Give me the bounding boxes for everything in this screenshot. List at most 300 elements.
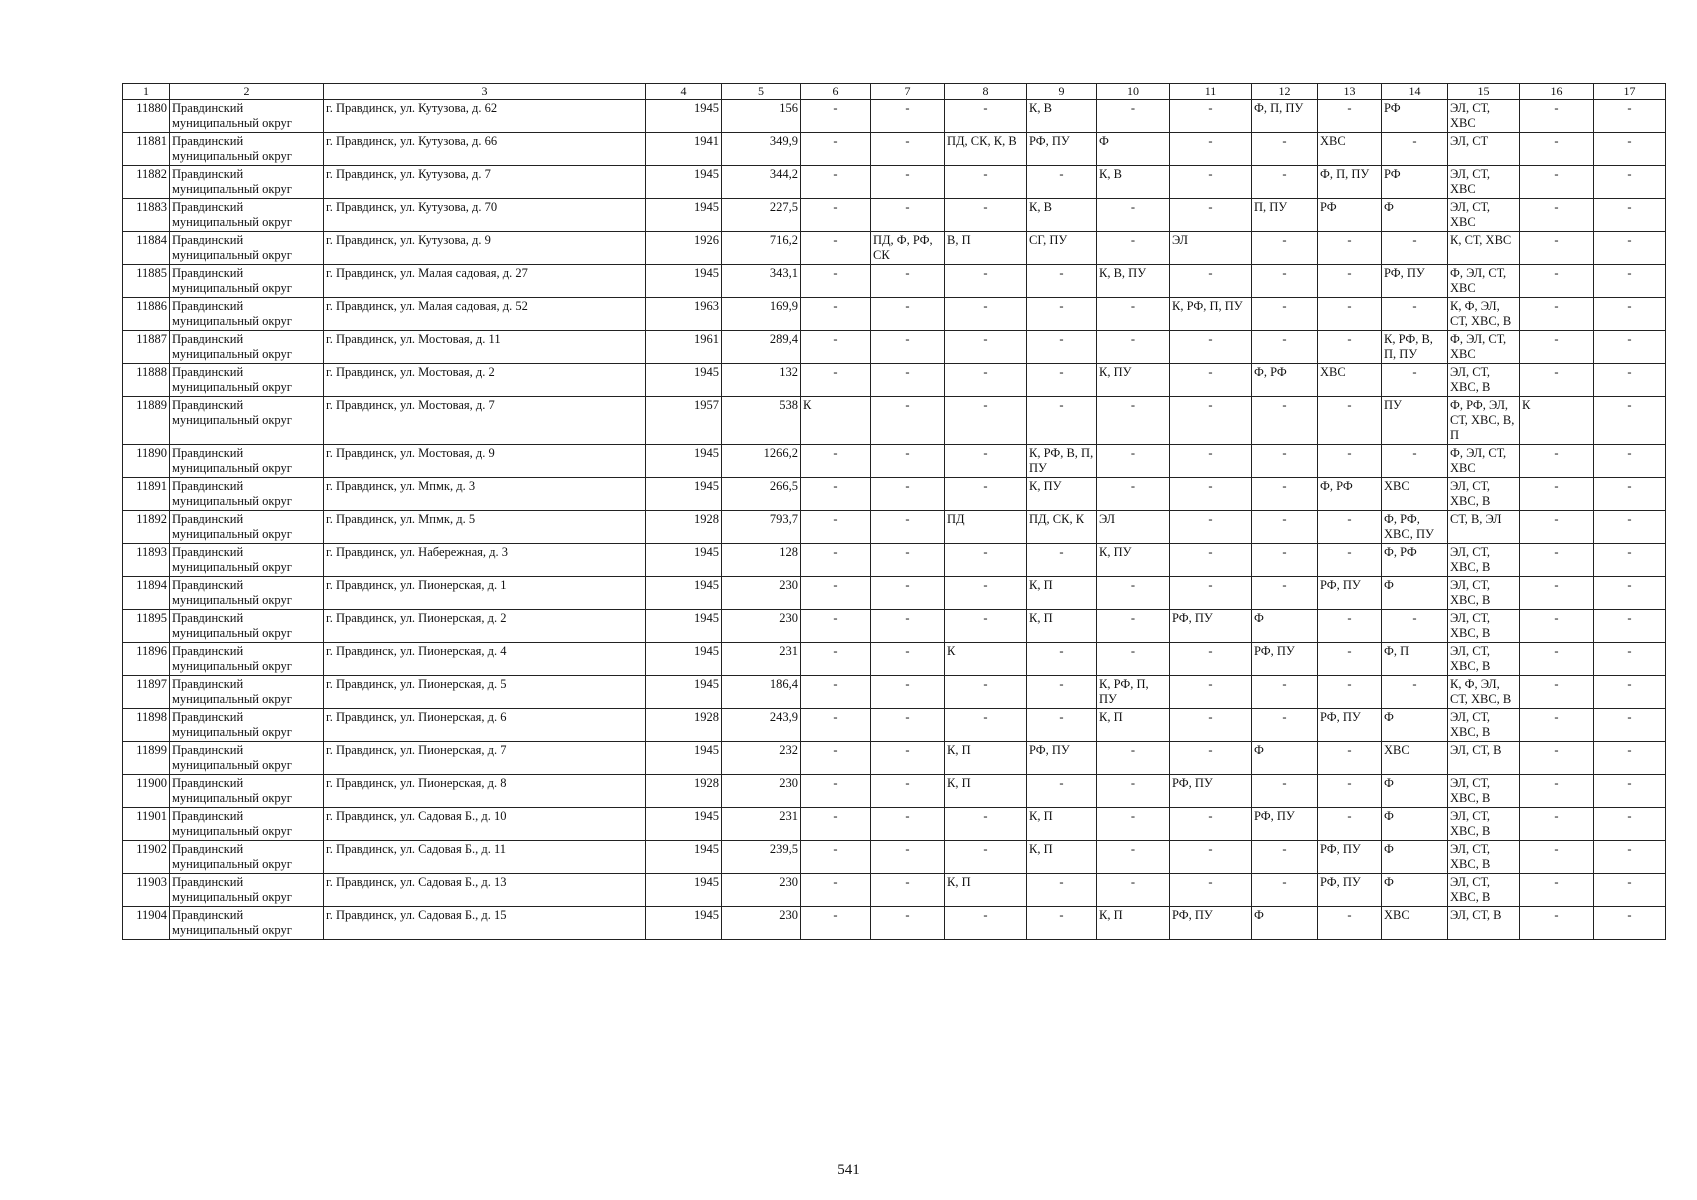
cell-col-11: - bbox=[1170, 166, 1252, 199]
cell-col-3: г. Правдинск, ул. Кутузова, д. 70 bbox=[324, 199, 646, 232]
cell-col-5: 1266,2 bbox=[722, 445, 801, 478]
cell-col-17: - bbox=[1594, 808, 1666, 841]
cell-col-10: - bbox=[1097, 808, 1170, 841]
cell-col-12: - bbox=[1252, 166, 1318, 199]
cell-col-1: 11884 bbox=[123, 232, 170, 265]
cell-col-13: РФ, ПУ bbox=[1318, 577, 1382, 610]
cell-col-7: - bbox=[871, 874, 945, 907]
cell-col-5: 538 bbox=[722, 397, 801, 445]
cell-col-16: - bbox=[1520, 907, 1594, 940]
table-row bbox=[123, 544, 1666, 577]
cell-col-10: К, В bbox=[1097, 166, 1170, 199]
cell-col-13: - bbox=[1318, 265, 1382, 298]
cell-col-4: 1945 bbox=[646, 841, 722, 874]
cell-col-9: ПД, СК, К bbox=[1027, 511, 1097, 544]
cell-col-16: - bbox=[1520, 643, 1594, 676]
cell-col-6: - bbox=[801, 907, 871, 940]
cell-col-1: 11899 bbox=[123, 742, 170, 775]
cell-col-5: 128 bbox=[722, 544, 801, 577]
cell-col-2: Правдинский муниципальный округ bbox=[170, 100, 324, 133]
cell-col-11: - bbox=[1170, 577, 1252, 610]
cell-col-14: РФ bbox=[1382, 166, 1448, 199]
cell-col-17: - bbox=[1594, 742, 1666, 775]
cell-col-9: К, В bbox=[1027, 100, 1097, 133]
cell-col-5: 230 bbox=[722, 874, 801, 907]
cell-col-15: ЭЛ, СТ, ХВС, В bbox=[1448, 808, 1520, 841]
cell-col-13: РФ, ПУ bbox=[1318, 709, 1382, 742]
column-number-header-row bbox=[123, 84, 1666, 100]
cell-col-6: - bbox=[801, 232, 871, 265]
cell-col-12: - bbox=[1252, 676, 1318, 709]
cell-col-1: 11896 bbox=[123, 643, 170, 676]
cell-col-5: 349,9 bbox=[722, 133, 801, 166]
cell-col-9: - bbox=[1027, 643, 1097, 676]
cell-col-11: - bbox=[1170, 265, 1252, 298]
table-row bbox=[123, 232, 1666, 265]
cell-col-9: К, В bbox=[1027, 199, 1097, 232]
cell-col-15: ЭЛ, СТ, ХВС, В bbox=[1448, 610, 1520, 643]
cell-col-17: - bbox=[1594, 298, 1666, 331]
column-header-12: 12 bbox=[1252, 84, 1318, 100]
cell-col-3: г. Правдинск, ул. Мостовая, д. 2 bbox=[324, 364, 646, 397]
cell-col-9: СГ, ПУ bbox=[1027, 232, 1097, 265]
cell-col-3: г. Правдинск, ул. Садовая Б., д. 13 bbox=[324, 874, 646, 907]
cell-col-3: г. Правдинск, ул. Пионерская, д. 1 bbox=[324, 577, 646, 610]
cell-col-13: РФ, ПУ bbox=[1318, 874, 1382, 907]
table-row bbox=[123, 709, 1666, 742]
cell-col-15: ЭЛ, СТ, ХВС bbox=[1448, 199, 1520, 232]
cell-col-4: 1928 bbox=[646, 511, 722, 544]
cell-col-17: - bbox=[1594, 544, 1666, 577]
cell-col-13: - bbox=[1318, 100, 1382, 133]
cell-col-7: - bbox=[871, 742, 945, 775]
cell-col-15: К, Ф, ЭЛ, СТ, ХВС, В bbox=[1448, 298, 1520, 331]
cell-col-2: Правдинский муниципальный округ bbox=[170, 841, 324, 874]
cell-col-13: - bbox=[1318, 445, 1382, 478]
cell-col-15: К, Ф, ЭЛ, СТ, ХВС, В bbox=[1448, 676, 1520, 709]
column-header-10: 10 bbox=[1097, 84, 1170, 100]
cell-col-2: Правдинский муниципальный округ bbox=[170, 577, 324, 610]
cell-col-6: - bbox=[801, 742, 871, 775]
cell-col-11: - bbox=[1170, 709, 1252, 742]
cell-col-6: - bbox=[801, 331, 871, 364]
cell-col-8: - bbox=[945, 397, 1027, 445]
cell-col-12: - bbox=[1252, 331, 1318, 364]
cell-col-6: - bbox=[801, 577, 871, 610]
cell-col-7: - bbox=[871, 331, 945, 364]
cell-col-3: г. Правдинск, ул. Мпмк, д. 5 bbox=[324, 511, 646, 544]
cell-col-11: ЭЛ bbox=[1170, 232, 1252, 265]
cell-col-3: г. Правдинск, ул. Пионерская, д. 5 bbox=[324, 676, 646, 709]
cell-col-9: К, П bbox=[1027, 808, 1097, 841]
cell-col-17: - bbox=[1594, 511, 1666, 544]
cell-col-8: - bbox=[945, 907, 1027, 940]
cell-col-17: - bbox=[1594, 907, 1666, 940]
cell-col-13: - bbox=[1318, 397, 1382, 445]
cell-col-4: 1945 bbox=[646, 445, 722, 478]
cell-col-5: 227,5 bbox=[722, 199, 801, 232]
cell-col-3: г. Правдинск, ул. Садовая Б., д. 15 bbox=[324, 907, 646, 940]
cell-col-13: ХВС bbox=[1318, 133, 1382, 166]
cell-col-11: - bbox=[1170, 742, 1252, 775]
cell-col-6: - bbox=[801, 874, 871, 907]
cell-col-14: Ф bbox=[1382, 709, 1448, 742]
cell-col-8: ПД bbox=[945, 511, 1027, 544]
cell-col-15: ЭЛ, СТ, ХВС, В bbox=[1448, 841, 1520, 874]
cell-col-4: 1945 bbox=[646, 199, 722, 232]
cell-col-11: - bbox=[1170, 199, 1252, 232]
cell-col-5: 156 bbox=[722, 100, 801, 133]
cell-col-14: К, РФ, В, П, ПУ bbox=[1382, 331, 1448, 364]
cell-col-6: - bbox=[801, 478, 871, 511]
cell-col-5: 230 bbox=[722, 775, 801, 808]
cell-col-5: 186,4 bbox=[722, 676, 801, 709]
cell-col-13: - bbox=[1318, 544, 1382, 577]
cell-col-14: - bbox=[1382, 298, 1448, 331]
cell-col-11: - bbox=[1170, 544, 1252, 577]
cell-col-2: Правдинский муниципальный округ bbox=[170, 775, 324, 808]
cell-col-12: Ф bbox=[1252, 907, 1318, 940]
cell-col-8: - bbox=[945, 841, 1027, 874]
cell-col-14: ХВС bbox=[1382, 478, 1448, 511]
cell-col-8: - bbox=[945, 166, 1027, 199]
cell-col-2: Правдинский муниципальный округ bbox=[170, 445, 324, 478]
cell-col-11: РФ, ПУ bbox=[1170, 775, 1252, 808]
cell-col-10: - bbox=[1097, 331, 1170, 364]
cell-col-12: - bbox=[1252, 298, 1318, 331]
cell-col-15: ЭЛ, СТ, ХВС, В bbox=[1448, 364, 1520, 397]
cell-col-7: - bbox=[871, 577, 945, 610]
cell-col-9: - bbox=[1027, 397, 1097, 445]
cell-col-16: - bbox=[1520, 298, 1594, 331]
cell-col-9: РФ, ПУ bbox=[1027, 742, 1097, 775]
cell-col-6: - bbox=[801, 298, 871, 331]
cell-col-11: - bbox=[1170, 397, 1252, 445]
column-header-15: 15 bbox=[1448, 84, 1520, 100]
cell-col-12: Ф, П, ПУ bbox=[1252, 100, 1318, 133]
cell-col-7: - bbox=[871, 841, 945, 874]
cell-col-9: - bbox=[1027, 709, 1097, 742]
cell-col-2: Правдинский муниципальный округ bbox=[170, 199, 324, 232]
cell-col-7: - bbox=[871, 133, 945, 166]
cell-col-4: 1928 bbox=[646, 709, 722, 742]
cell-col-6: - bbox=[801, 265, 871, 298]
cell-col-2: Правдинский муниципальный округ bbox=[170, 298, 324, 331]
cell-col-6: - bbox=[801, 199, 871, 232]
cell-col-7: - bbox=[871, 397, 945, 445]
cell-col-10: - bbox=[1097, 742, 1170, 775]
table-row bbox=[123, 445, 1666, 478]
cell-col-12: - bbox=[1252, 775, 1318, 808]
cell-col-2: Правдинский муниципальный округ bbox=[170, 265, 324, 298]
cell-col-12: Ф bbox=[1252, 610, 1318, 643]
table-row bbox=[123, 364, 1666, 397]
cell-col-14: - bbox=[1382, 445, 1448, 478]
cell-col-9: - bbox=[1027, 331, 1097, 364]
cell-col-10: - bbox=[1097, 841, 1170, 874]
cell-col-13: - bbox=[1318, 643, 1382, 676]
cell-col-16: - bbox=[1520, 610, 1594, 643]
cell-col-1: 11900 bbox=[123, 775, 170, 808]
cell-col-4: 1945 bbox=[646, 166, 722, 199]
cell-col-7: - bbox=[871, 544, 945, 577]
cell-col-7: - bbox=[871, 100, 945, 133]
cell-col-4: 1926 bbox=[646, 232, 722, 265]
cell-col-10: К, В, ПУ bbox=[1097, 265, 1170, 298]
cell-col-10: - bbox=[1097, 478, 1170, 511]
cell-col-4: 1957 bbox=[646, 397, 722, 445]
cell-col-6: - bbox=[801, 676, 871, 709]
cell-col-14: Ф, П bbox=[1382, 643, 1448, 676]
cell-col-17: - bbox=[1594, 775, 1666, 808]
cell-col-11: - bbox=[1170, 511, 1252, 544]
cell-col-17: - bbox=[1594, 478, 1666, 511]
cell-col-11: - bbox=[1170, 676, 1252, 709]
cell-col-16: - bbox=[1520, 265, 1594, 298]
cell-col-15: Ф, ЭЛ, СТ, ХВС bbox=[1448, 331, 1520, 364]
cell-col-9: - bbox=[1027, 874, 1097, 907]
cell-col-9: К, П bbox=[1027, 610, 1097, 643]
cell-col-8: - bbox=[945, 709, 1027, 742]
cell-col-4: 1945 bbox=[646, 577, 722, 610]
cell-col-12: - bbox=[1252, 544, 1318, 577]
cell-col-10: - bbox=[1097, 577, 1170, 610]
cell-col-7: - bbox=[871, 643, 945, 676]
cell-col-17: - bbox=[1594, 709, 1666, 742]
cell-col-12: Ф bbox=[1252, 742, 1318, 775]
column-header-3: 3 bbox=[324, 84, 646, 100]
cell-col-2: Правдинский муниципальный округ bbox=[170, 808, 324, 841]
cell-col-12: - bbox=[1252, 478, 1318, 511]
cell-col-15: ЭЛ, СТ bbox=[1448, 133, 1520, 166]
cell-col-9: К, П bbox=[1027, 577, 1097, 610]
cell-col-17: - bbox=[1594, 364, 1666, 397]
table-row bbox=[123, 331, 1666, 364]
cell-col-15: ЭЛ, СТ, ХВС, В bbox=[1448, 478, 1520, 511]
cell-col-4: 1945 bbox=[646, 808, 722, 841]
cell-col-11: - bbox=[1170, 841, 1252, 874]
cell-col-10: - bbox=[1097, 775, 1170, 808]
cell-col-3: г. Правдинск, ул. Садовая Б., д. 10 bbox=[324, 808, 646, 841]
cell-col-2: Правдинский муниципальный округ bbox=[170, 742, 324, 775]
cell-col-10: К, П bbox=[1097, 709, 1170, 742]
cell-col-9: - bbox=[1027, 364, 1097, 397]
cell-col-13: Ф, П, ПУ bbox=[1318, 166, 1382, 199]
cell-col-5: 344,2 bbox=[722, 166, 801, 199]
page-number: 541 bbox=[837, 1162, 860, 1178]
cell-col-7: - bbox=[871, 907, 945, 940]
cell-col-17: - bbox=[1594, 166, 1666, 199]
cell-col-3: г. Правдинск, ул. Мостовая, д. 11 bbox=[324, 331, 646, 364]
cell-col-13: - bbox=[1318, 775, 1382, 808]
cell-col-1: 11889 bbox=[123, 397, 170, 445]
cell-col-8: В, П bbox=[945, 232, 1027, 265]
cell-col-15: ЭЛ, СТ, ХВС, В bbox=[1448, 709, 1520, 742]
cell-col-9: - bbox=[1027, 676, 1097, 709]
cell-col-7: - bbox=[871, 478, 945, 511]
table-row bbox=[123, 397, 1666, 445]
cell-col-13: - bbox=[1318, 610, 1382, 643]
cell-col-14: - bbox=[1382, 610, 1448, 643]
cell-col-11: - bbox=[1170, 808, 1252, 841]
cell-col-15: ЭЛ, СТ, В bbox=[1448, 907, 1520, 940]
cell-col-11: - bbox=[1170, 478, 1252, 511]
cell-col-5: 716,2 bbox=[722, 232, 801, 265]
column-header-11: 11 bbox=[1170, 84, 1252, 100]
cell-col-8: - bbox=[945, 478, 1027, 511]
table-row bbox=[123, 199, 1666, 232]
cell-col-9: К, РФ, В, П, ПУ bbox=[1027, 445, 1097, 478]
cell-col-4: 1945 bbox=[646, 874, 722, 907]
cell-col-4: 1945 bbox=[646, 742, 722, 775]
cell-col-16: - bbox=[1520, 874, 1594, 907]
cell-col-15: ЭЛ, СТ, ХВС, В bbox=[1448, 874, 1520, 907]
cell-col-16: - bbox=[1520, 709, 1594, 742]
cell-col-6: - bbox=[801, 841, 871, 874]
cell-col-5: 230 bbox=[722, 907, 801, 940]
cell-col-10: - bbox=[1097, 610, 1170, 643]
cell-col-3: г. Правдинск, ул. Садовая Б., д. 11 bbox=[324, 841, 646, 874]
cell-col-16: - bbox=[1520, 742, 1594, 775]
cell-col-8: К, П bbox=[945, 742, 1027, 775]
cell-col-10: - bbox=[1097, 643, 1170, 676]
column-header-17: 17 bbox=[1594, 84, 1666, 100]
cell-col-17: - bbox=[1594, 643, 1666, 676]
cell-col-17: - bbox=[1594, 841, 1666, 874]
cell-col-4: 1945 bbox=[646, 610, 722, 643]
cell-col-17: - bbox=[1594, 265, 1666, 298]
cell-col-13: РФ, ПУ bbox=[1318, 841, 1382, 874]
cell-col-13: РФ bbox=[1318, 199, 1382, 232]
cell-col-7: - bbox=[871, 166, 945, 199]
cell-col-14: РФ, ПУ bbox=[1382, 265, 1448, 298]
cell-col-7: - bbox=[871, 364, 945, 397]
cell-col-8: - bbox=[945, 544, 1027, 577]
cell-col-9: - bbox=[1027, 298, 1097, 331]
cell-col-7: - bbox=[871, 775, 945, 808]
cell-col-15: СТ, В, ЭЛ bbox=[1448, 511, 1520, 544]
cell-col-3: г. Правдинск, ул. Пионерская, д. 2 bbox=[324, 610, 646, 643]
cell-col-12: - bbox=[1252, 232, 1318, 265]
cell-col-10: - bbox=[1097, 397, 1170, 445]
cell-col-9: - bbox=[1027, 544, 1097, 577]
cell-col-1: 11885 bbox=[123, 265, 170, 298]
cell-col-12: - bbox=[1252, 397, 1318, 445]
cell-col-4: 1945 bbox=[646, 478, 722, 511]
cell-col-14: Ф bbox=[1382, 874, 1448, 907]
cell-col-13: - bbox=[1318, 232, 1382, 265]
cell-col-16: - bbox=[1520, 445, 1594, 478]
cell-col-1: 11886 bbox=[123, 298, 170, 331]
cell-col-17: - bbox=[1594, 331, 1666, 364]
cell-col-16: - bbox=[1520, 775, 1594, 808]
cell-col-3: г. Правдинск, ул. Мостовая, д. 9 bbox=[324, 445, 646, 478]
cell-col-1: 11880 bbox=[123, 100, 170, 133]
cell-col-14: ХВС bbox=[1382, 907, 1448, 940]
cell-col-3: г. Правдинск, ул. Пионерская, д. 6 bbox=[324, 709, 646, 742]
cell-col-1: 11891 bbox=[123, 478, 170, 511]
cell-col-4: 1963 bbox=[646, 298, 722, 331]
cell-col-7: - bbox=[871, 511, 945, 544]
cell-col-15: ЭЛ, СТ, ХВС, В bbox=[1448, 577, 1520, 610]
cell-col-4: 1945 bbox=[646, 907, 722, 940]
cell-col-6: К bbox=[801, 397, 871, 445]
cell-col-14: - bbox=[1382, 133, 1448, 166]
cell-col-14: РФ bbox=[1382, 100, 1448, 133]
cell-col-2: Правдинский муниципальный округ bbox=[170, 166, 324, 199]
cell-col-5: 132 bbox=[722, 364, 801, 397]
cell-col-1: 11898 bbox=[123, 709, 170, 742]
cell-col-8: ПД, СК, К, В bbox=[945, 133, 1027, 166]
cell-col-10: К, РФ, П, ПУ bbox=[1097, 676, 1170, 709]
cell-col-8: - bbox=[945, 676, 1027, 709]
cell-col-8: К bbox=[945, 643, 1027, 676]
cell-col-15: Ф, РФ, ЭЛ, СТ, ХВС, В, П bbox=[1448, 397, 1520, 445]
cell-col-10: К, ПУ bbox=[1097, 364, 1170, 397]
cell-col-4: 1945 bbox=[646, 643, 722, 676]
table-row bbox=[123, 874, 1666, 907]
cell-col-1: 11882 bbox=[123, 166, 170, 199]
cell-col-8: - bbox=[945, 199, 1027, 232]
cell-col-1: 11904 bbox=[123, 907, 170, 940]
cell-col-15: ЭЛ, СТ, ХВС, В bbox=[1448, 643, 1520, 676]
cell-col-13: Ф, РФ bbox=[1318, 478, 1382, 511]
cell-col-13: - bbox=[1318, 298, 1382, 331]
cell-col-10: К, ПУ bbox=[1097, 544, 1170, 577]
cell-col-5: 230 bbox=[722, 610, 801, 643]
cell-col-1: 11888 bbox=[123, 364, 170, 397]
cell-col-4: 1945 bbox=[646, 100, 722, 133]
cell-col-13: ХВС bbox=[1318, 364, 1382, 397]
cell-col-3: г. Правдинск, ул. Кутузова, д. 9 bbox=[324, 232, 646, 265]
table-row bbox=[123, 577, 1666, 610]
cell-col-9: К, П bbox=[1027, 841, 1097, 874]
cell-col-6: - bbox=[801, 808, 871, 841]
column-header-2: 2 bbox=[170, 84, 324, 100]
cell-col-11: - bbox=[1170, 100, 1252, 133]
cell-col-17: - bbox=[1594, 577, 1666, 610]
cell-col-17: - bbox=[1594, 445, 1666, 478]
cell-col-12: - bbox=[1252, 709, 1318, 742]
cell-col-16: - bbox=[1520, 478, 1594, 511]
cell-col-9: К, ПУ bbox=[1027, 478, 1097, 511]
cell-col-7: - bbox=[871, 610, 945, 643]
cell-col-3: г. Правдинск, ул. Малая садовая, д. 52 bbox=[324, 298, 646, 331]
cell-col-15: ЭЛ, СТ, ХВС, В bbox=[1448, 544, 1520, 577]
table-row bbox=[123, 808, 1666, 841]
cell-col-16: - bbox=[1520, 232, 1594, 265]
cell-col-10: - bbox=[1097, 874, 1170, 907]
cell-col-17: - bbox=[1594, 397, 1666, 445]
cell-col-8: - bbox=[945, 298, 1027, 331]
cell-col-16: - bbox=[1520, 133, 1594, 166]
column-header-9: 9 bbox=[1027, 84, 1097, 100]
cell-col-13: - bbox=[1318, 808, 1382, 841]
cell-col-2: Правдинский муниципальный округ bbox=[170, 364, 324, 397]
cell-col-16: - bbox=[1520, 808, 1594, 841]
cell-col-10: Ф bbox=[1097, 133, 1170, 166]
register-sheet bbox=[122, 83, 1636, 940]
cell-col-1: 11890 bbox=[123, 445, 170, 478]
cell-col-4: 1945 bbox=[646, 676, 722, 709]
cell-col-8: - bbox=[945, 610, 1027, 643]
cell-col-6: - bbox=[801, 166, 871, 199]
cell-col-16: - bbox=[1520, 199, 1594, 232]
cell-col-8: - bbox=[945, 445, 1027, 478]
cell-col-14: ПУ bbox=[1382, 397, 1448, 445]
column-header-1: 1 bbox=[123, 84, 170, 100]
cell-col-2: Правдинский муниципальный округ bbox=[170, 874, 324, 907]
